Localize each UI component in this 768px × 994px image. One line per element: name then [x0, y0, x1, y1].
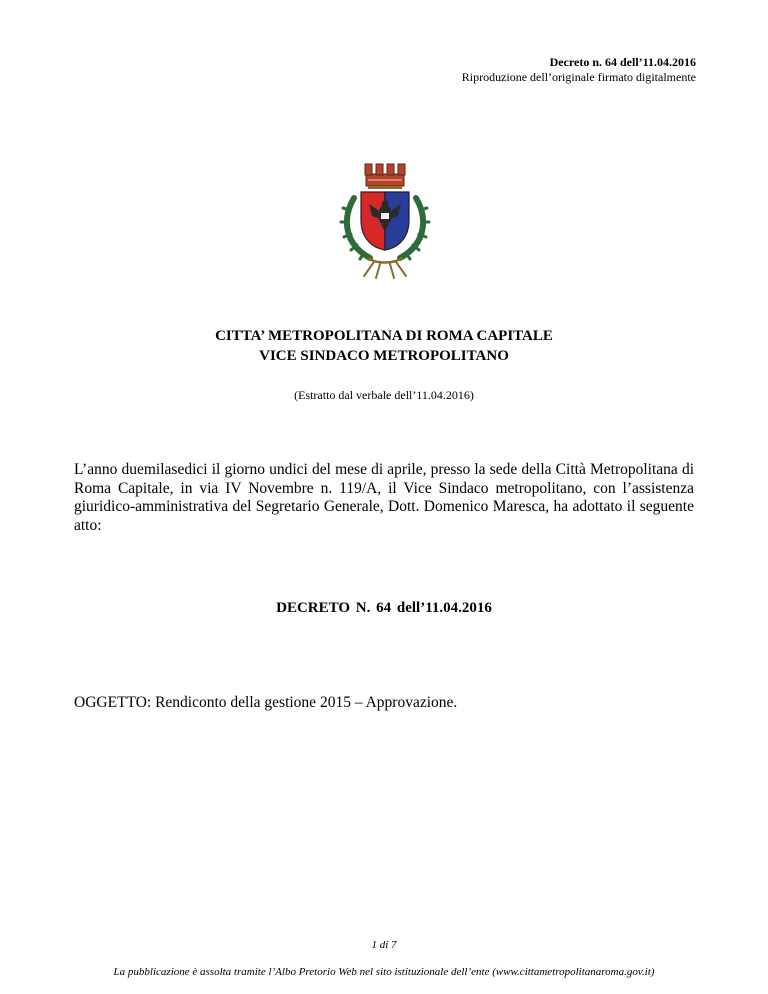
institution-name: CITTA’ METROPOLITANA DI ROMA CAPITALE	[215, 328, 553, 344]
page-number: 1 di 7	[371, 939, 397, 951]
preamble-paragraph: L’anno duemilasedici il giorno undici del mese di aprile, presso la sede della Città Metropolitana di Roma Capitale, in via IV Novembre n. 119/A, il Vice Sindaco metropolitano, con l’assistenza giuridico-amministrativa del Segretario Generale, Dott. Domenico Maresca, ha adottato il seguente atto:	[74, 461, 694, 534]
reproduction-note: Riproduzione dell’originale firmato digitalmente	[461, 70, 696, 84]
header-reference	[462, 55, 696, 85]
decree-title: DECRETO N. 64 dell’11.04.2016	[276, 600, 492, 616]
institution-title	[0, 326, 768, 366]
minutes-extract-note: (Estratto dal verbale dell’11.04.2016)	[294, 388, 474, 402]
office-name: VICE SINDACO METROPOLITANO	[259, 348, 509, 364]
coat-of-arms-icon	[334, 158, 436, 280]
publication-footer: La pubblicazione è assolta tramite l’Albo Pretorio Web nel sito istituzionale dell’ente (www.cittametropolitanaroma.gov.it)	[113, 966, 655, 978]
subject-line: OGGETTO: Rendiconto della gestione 2015 – Approvazione.	[74, 694, 458, 711]
decree-reference: Decreto n. 64 dell’11.04.2016	[549, 55, 696, 69]
